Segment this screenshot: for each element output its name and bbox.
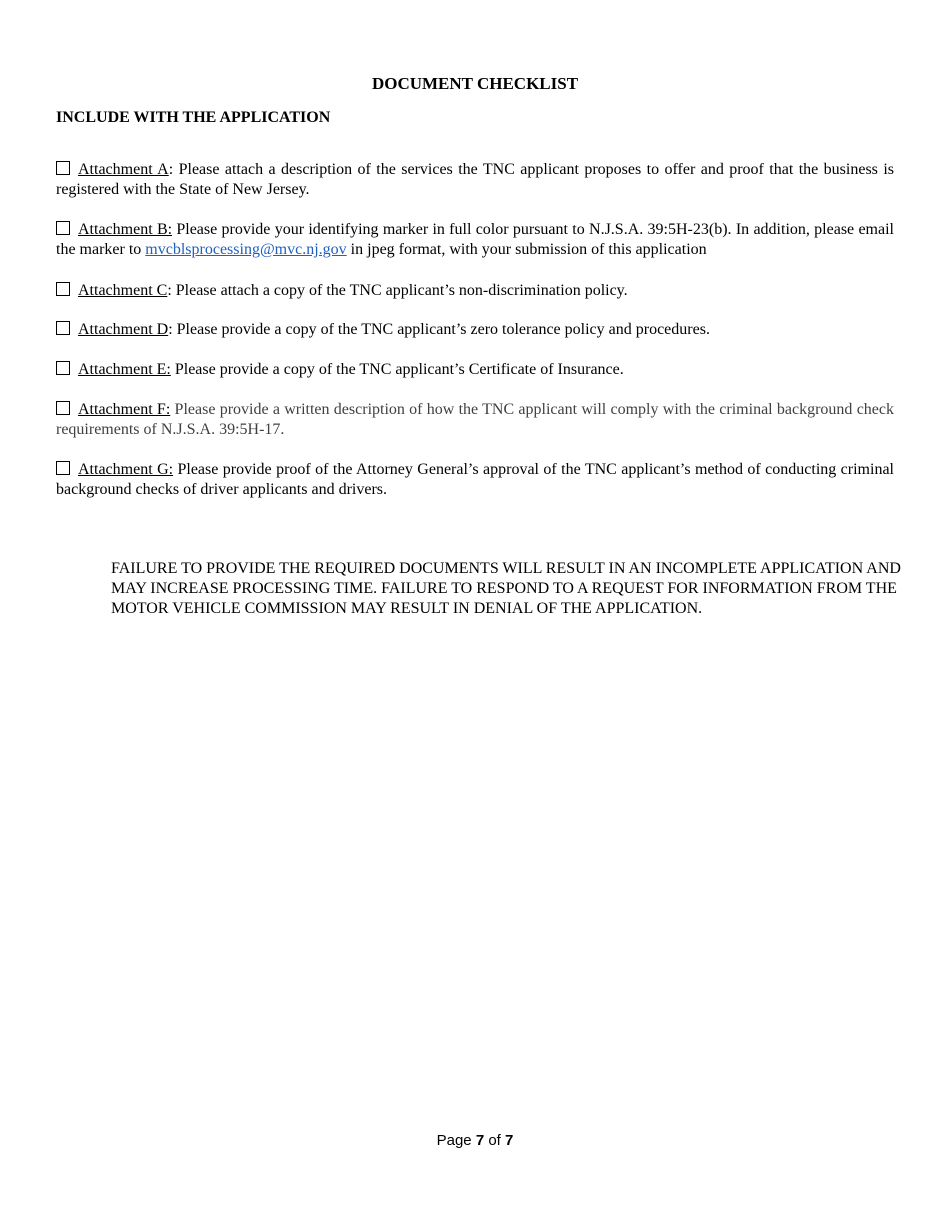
attachment-b-checkbox[interactable] <box>56 221 70 235</box>
page-title: DOCUMENT CHECKLIST <box>371 74 579 93</box>
attachment-f-label: Attachment F: <box>78 401 171 418</box>
attachment-c-checkbox[interactable] <box>56 282 70 296</box>
checklist-item-f <box>56 400 894 440</box>
section-heading: INCLUDE WITH THE APPLICATION <box>56 109 331 126</box>
failure-notice: FAILURE TO PROVIDE THE REQUIRED DOCUMENTS WILL RESULT IN AN INCOMPLETE APPLICATION AND MAY INCREASE PROCESSING TIME. FAILURE TO RESPOND TO A REQUEST FOR INFORMATION FROM THE MOTOR VEHICLE COMMISSION MAY RESULT IN DENIAL OF THE APPLICATION. <box>111 560 901 617</box>
email-link[interactable]: mvcblsprocessing@mvc.nj.gov <box>145 241 347 258</box>
total-page-number: 7 <box>505 1132 514 1149</box>
checklist-item-g <box>56 460 894 500</box>
attachment-f-checkbox[interactable] <box>56 401 70 415</box>
checklist-item-d <box>56 320 894 340</box>
attachment-g-checkbox[interactable] <box>56 461 70 475</box>
attachment-a-checkbox[interactable] <box>56 161 70 175</box>
attachment-e-checkbox[interactable] <box>56 361 70 375</box>
attachment-e-text: Please provide a copy of the TNC applicant’s Certificate of Insurance. <box>170 361 624 378</box>
attachment-b-label: Attachment B: <box>78 221 173 238</box>
current-page-number: 7 <box>475 1132 485 1149</box>
attachment-e-label: Attachment E: <box>78 361 171 378</box>
attachment-b-text-before: Please provide your identifying marker in full color pursuant to N.J.S.A. 39:5H-23(b). In addition, please email the marker to <box>56 221 894 258</box>
checklist-item-e <box>56 360 894 380</box>
of-word: of <box>488 1132 501 1149</box>
attachment-d-label: Attachment D <box>78 321 169 338</box>
attachment-c-text: : Please attach a copy of the TNC applicant’s non-discrimination policy. <box>167 282 628 299</box>
attachment-b-text-after: in jpeg format, with your submission of this application <box>346 241 707 258</box>
checklist-item-b <box>56 220 894 260</box>
checklist-item-c <box>56 281 894 301</box>
attachment-d-checkbox[interactable] <box>56 321 70 335</box>
checklist-item-a <box>56 160 894 200</box>
page-footer <box>0 1131 950 1151</box>
attachment-c-label: Attachment C <box>78 282 168 299</box>
attachment-f-text: Please provide a written description of how the TNC applicant will comply with the criminal background check requirements of N.J.S.A. 39:5H-17. <box>56 401 894 438</box>
attachment-d-text: : Please provide a copy of the TNC applicant’s zero tolerance policy and procedures. <box>168 321 710 338</box>
attachment-a-text: : Please attach a description of the services the TNC applicant proposes to offer and proof that the business is registered with the State of New Jersey. <box>56 161 894 198</box>
attachment-g-text: Please provide proof of the Attorney General’s approval of the TNC applicant’s method of conducting criminal background checks of driver applicants and drivers. <box>56 461 894 498</box>
attachment-a-label: Attachment A <box>78 161 169 178</box>
attachment-g-label: Attachment G: <box>78 461 174 478</box>
page-word: Page <box>436 1132 472 1149</box>
